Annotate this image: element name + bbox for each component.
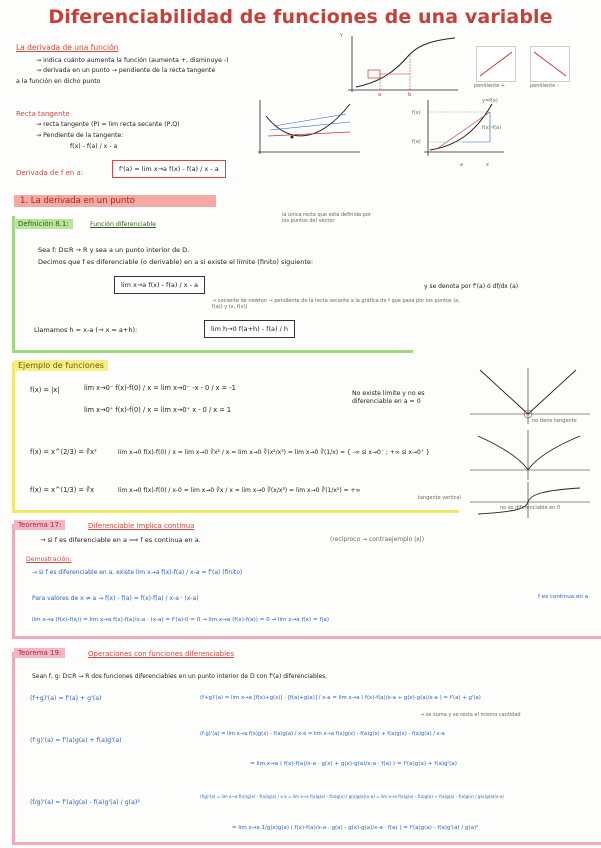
theorem19-label: Teorema 19: <box>14 648 65 658</box>
rule2-proof2: = lim x→a ( f(x)-f(a)/x-a · g(x) + g(x)-g(a)/x-a · f(a) ) = f'(a)g(a) + f(a)g'(a) <box>250 761 457 767</box>
rule1-note: → se suma y se resta el mismo cantidad <box>420 712 521 718</box>
theorem17-demo-label: Demostración: <box>26 556 72 563</box>
def-line2: Decimos que f es diferenciable (o derivable) en a si existe el límite (finito) siguiente: <box>38 258 314 266</box>
theorem17-demo3: lim x→a (f(x)-f(a)) = lim x→a f(x)-f(a)/x-a · (x-a) = f'(a)·0 = 0 → lim x→a (f(x)-f(a)) = 0 → lim x→a f(x) = f(a) <box>32 617 330 623</box>
theorem17-demo1: → si f es diferenciable en a, existe lim x→a f(x)-f(a) / x-a = f'(a) (finito) <box>32 569 243 576</box>
ex1-note: No existe límite y no es diferenciable en a = 0 <box>352 390 425 405</box>
abs-graph-note: no tiene tangente <box>532 418 577 424</box>
definition-side-note: la única recta que está definida por los puntos del vector <box>282 212 371 224</box>
intro-heading: La derivada de una función <box>16 43 119 52</box>
graph-label-a: a <box>378 92 382 98</box>
graph-label-a2: a <box>460 162 464 168</box>
rule3: (f/g)'(a) = f'(a)g(a) - f(a)g'(a) / g(a)² <box>30 799 140 806</box>
ex3-row: lim x→0 f(x)-f(0) / x-0 = lim x→0 ∛x / x = lim x→0 ∛(x/x³) = lim x→0 ∛(1/x²) = +∞ <box>118 487 361 494</box>
cuberoot-graph-note: tangente vertical <box>418 495 461 501</box>
theorem17-label: Teorema 17: <box>14 520 65 530</box>
ex1-row2: lim x→0⁺ f(x)-f(0) / x = lim x→0⁺ x - 0 / x = 1 <box>84 406 232 414</box>
theorem19-title: Operaciones con funciones diferenciables <box>88 650 234 658</box>
def-limit-formula: lim x→a f(x) - f(a) / x - a <box>114 276 205 294</box>
examples-heading: Ejemplo de funciones <box>14 360 108 371</box>
graph-label-difference: f(x)-f(a) <box>482 125 502 131</box>
graph-label-x: x <box>486 162 489 168</box>
graph-label-y: y <box>340 32 343 38</box>
tangent-fraction: f(x) - f(a) / x - a <box>70 143 118 150</box>
rule1: (f+g)'(a) = f'(a) + g'(a) <box>30 695 102 702</box>
intro-line1: → indica cuánto aumenta la función (aumenta +, disminuye -) <box>36 57 229 64</box>
theorem19-intro: Sean f, g: D⊆R → R dos funciones diferenciables en un punto interior de D con f'(a) diferenciables. <box>32 673 328 680</box>
def-cociente-note: → cociente de newton → pendiente de la recta secante a la gráfica de f que pasa por los puntos (a, f(a)) y (x, f(x)) <box>212 298 460 310</box>
definition-label: Definición 8.1: <box>14 219 73 229</box>
intro-line3: a la función en dicho punto <box>16 78 101 85</box>
theorem17-continua: f es continua en a <box>538 594 589 600</box>
ex1-function: f(x) = |x| <box>30 386 60 394</box>
def-line1: Sea f: D⊆R → R y sea a un punto interior de D. <box>38 246 190 254</box>
rule2-proof1: (f·g)'(a) = lim x→a f(x)g(x) - f(a)g(a) / x-a = lim x→a f(x)g(x) - f(a)g(x) + f(a)g(x) - f(a)g(a) / x-a <box>200 731 445 737</box>
graph-label-yfx: y=f(x) <box>482 98 498 104</box>
theorem17-title: Diferenciable implica continua <box>88 522 195 530</box>
slope-positive-label: pendiente + <box>474 83 506 89</box>
rule3-proof2: = lim x→a 1/g(x)g(a) ( f(x)-f(a)/x-a · g(a) - g(x)-g(a)/x-a · f(a) ) = f'(a)g(a) - f(a)g'(a) / g(a)² <box>232 825 479 831</box>
tangent-graph <box>250 96 362 158</box>
rule3-proof1: (f/g)'(a) = lim x→a f(x)/g(x) - f(a)/g(a) / x-a = lim x→a f(x)g(a) - f(a)g(x) / g(x)g(a)(x-a) = lim x→a f(x)g(a) - f(a)g(a) + f(a)g(a) - f(a)g(x) / g(x)g(a)(x-a) <box>200 794 504 799</box>
abs-graph <box>470 368 590 424</box>
graph-label-fa: f(a) <box>412 139 421 145</box>
slope-negative-label: pendiente - <box>530 83 559 89</box>
theorem17-reciproco: (recíproco → contraejemplo |x|) <box>330 536 425 543</box>
slope-negative-graph <box>530 46 570 82</box>
ex2-row: lim x→0 f(x)-f(0) / x = lim x→0 ∛x² / x = lim x→0 ∛(x²/x³) = lim x→0 ∛(1/x) = { -∞ si x→0⁻ ; +∞ si x→0⁺ } <box>118 449 430 456</box>
tangent-line2: → Pendiente de la tangente: <box>36 132 124 139</box>
tangent-line1: → recta tangente (P) = lim recta secante (P,Q) <box>36 121 180 128</box>
theorem17-statement: → si f es diferenciable en a ⟹ f es continua en a. <box>40 536 201 544</box>
def-notation: y se denota por f'(a) ó df/dx (a) <box>424 283 519 290</box>
graph-label-fx: f(x) <box>412 110 421 116</box>
def-limit-h-formula: lim h→0 f(a+h) - f(a) / h <box>204 320 295 338</box>
ex2-function: f(x) = x^(2/3) = ∛x² <box>30 448 97 456</box>
cuberoot-graph <box>470 482 590 518</box>
section1-heading: 1. La derivada en un punto <box>14 195 216 207</box>
derivada-formula: f'(a) = lim x→a f(x) - f(a) / x - a <box>112 160 226 178</box>
ex1-row1: lim x→0⁻ f(x)-f(0) / x = lim x→0⁻ -x - 0 / x = -1 <box>84 384 236 392</box>
intro-line2: → derivada en un punto → pendiente de la recta tangente <box>36 67 216 74</box>
tangent-heading: Recta tangente <box>16 110 70 118</box>
slope-positive-graph <box>476 46 516 82</box>
ex3-function: f(x) = x^(1/3) = ∛x <box>30 486 95 494</box>
page-title: Diferenciabilidad de funciones de una variable <box>48 6 553 28</box>
cusp-graph <box>470 430 590 480</box>
secant-graph <box>340 32 460 94</box>
theorem17-demo2: Para valores de x ≠ a → f(x) - f(a) = f(x)-f(a) / x-a · (x-a) <box>32 595 199 602</box>
ex3-note: no es diferenciable en 0 <box>500 505 561 511</box>
rule1-proof: (f+g)'(a) = lim x→a [f(x)+g(x)] - [f(a)+g(a)] / x-a = lim x→a ( f(x)-f(a)/x-a + g(x)-g(a)/x-a ) = f'(a) + g'(a) <box>200 695 481 701</box>
def-llamamos: Llamamos h = x-a (→ x = a+h): <box>34 326 138 334</box>
definition-title: Función diferenciable <box>90 221 156 228</box>
graph-label-b: b <box>408 92 412 98</box>
derivada-label: Derivada de f en a: <box>16 169 84 177</box>
rule2: (f·g)'(a) = f'(a)g(a) + f(a)g'(a) <box>30 737 122 744</box>
